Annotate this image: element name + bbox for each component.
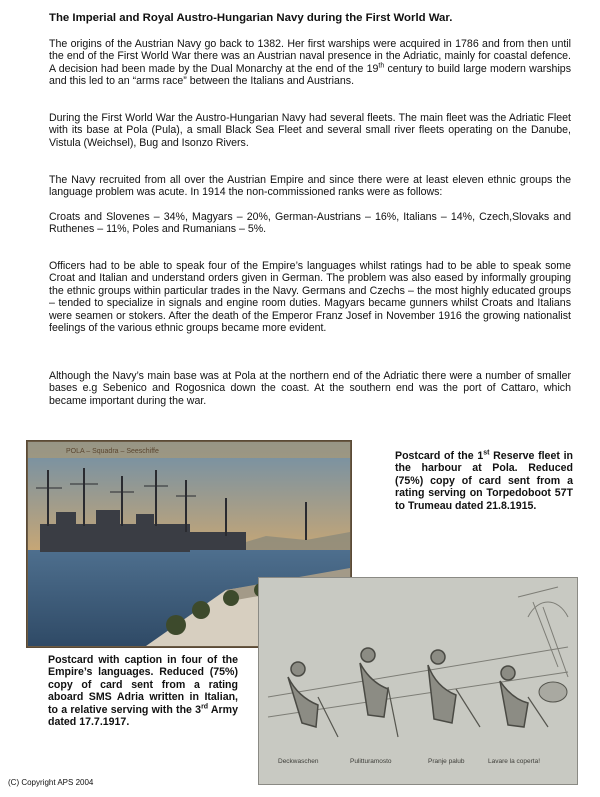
postcard-sketch-image: [258, 577, 578, 785]
paragraph-recruitment: The Navy recruited from all over the Austrian Empire and since there were at least eleven ethnic groups the language problem was acute. In 1914 the non-commissioned ranks were as follows:: [49, 174, 571, 199]
card2-caption-croatian: Pranje palub: [428, 758, 465, 765]
postcard-deck-washing: [258, 577, 578, 785]
caption-postcard-1: Postcard of the 1st Reserve fleet in the harbour at Pola. Reduced (75%) copy of card sent from a rating serving on Torpedoboot 57T to Trumeau dated 21.8.1915.: [395, 449, 573, 512]
card2-caption-italian: Lavare la coperta!: [488, 758, 541, 765]
caption-postcard-2: Postcard with caption in four of the Empire’s languages. Reduced (75%) copy of card sent from a rating aboard SMS Adria written in Italian, to a relative serving with the 3rd Army dated 17.7.1917.: [48, 654, 238, 729]
paragraph-ranks: Croats and Slovenes – 34%, Magyars – 20%, German-Austrians – 16%, Italians – 14%, Czech,Slovaks and Ruthenes – 11%, Poles and Rumanians – 5%.: [49, 211, 571, 236]
copyright-notice: (C) Copyright APS 2004: [8, 778, 94, 787]
card2-caption-german: Deckwaschen: [278, 758, 319, 765]
card2-caption-hungarian: Pulitturamosto: [350, 758, 392, 765]
paragraph-fleets: During the First World War the Austro-Hungarian Navy had several fleets. The main fleet was the Adriatic Fleet with its base at Pola (Pula), a small Black Sea Fleet and several small river fleets operating on the Danube, Vistula (Weichsel), Bug and Isonzo Rivers.: [49, 112, 571, 149]
paragraph-officers: Officers had to be able to speak four of the Empire’s languages whilst ratings had to be able to speak some Croat and Italian and understand orders given in German. The problem was also eased by informally grouping the ethnic groups within particular trades in the Navy. Germans and Czechs – the most highly educated groups – tended to specialize in signals and engine room duties. Magyars became gunners whilst Croats and Italians were seamen or stokers. After the death of the Emperor Franz Josef in November 1916 the growing nationalist feelings of the various ethnic groups became more evident.: [49, 260, 571, 335]
page-title: The Imperial and Royal Austro-Hungarian Navy during the First World War.: [49, 12, 453, 24]
paragraph-origins: The origins of the Austrian Navy go back to 1382. Her first warships were acquired in 1786 and from then until the end of the First World War there was an Austrian naval presence in the Adriatic, mainly for coastal defence. A decision had been made by the Dual Monarchy at the end of the 19th century to build large modern warships and this led to an “arms race” between the Italians and Austrians.: [49, 38, 571, 88]
postcard-header-text: POLA – Squadra – Seeschiffe: [66, 448, 159, 455]
paragraph-bases: Although the Navy’s main base was at Pola at the northern end of the Adriatic there were a number of smaller bases e.g Sebenico and Rogosnica down the coast. At the southern end was the port of Cattaro, which became important during the war.: [49, 370, 571, 407]
